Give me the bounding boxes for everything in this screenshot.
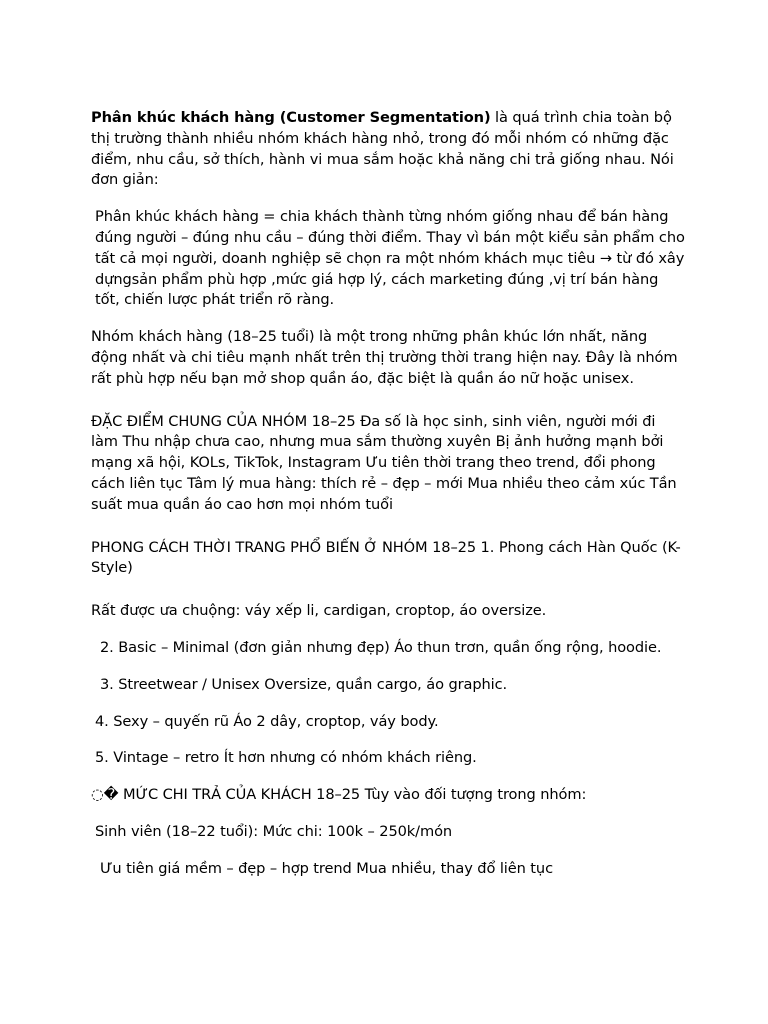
style-4-paragraph: 4. Sexy – quyến rũ Áo 2 dây, croptop, váy body.	[95, 712, 439, 730]
document-body	[91, 108, 686, 880]
intro-paragraph	[91, 108, 686, 191]
student-spending-paragraph: Sinh viên (18–22 tuổi): Mức chi: 100k – 250k/món	[95, 822, 453, 840]
style-2-paragraph: 2. Basic – Minimal (đơn giản nhưng đẹp) Áo thun trơn, quần ống rộng, hoodie.	[100, 638, 662, 656]
spending-heading: ◌� MỨC CHI TRẢ CỦA KHÁCH 18–25 Tùy vào đối tượng trong nhóm:	[91, 786, 587, 804]
styles-heading: PHONG CÁCH THỜI TRANG PHỔ BIẾN Ở NHÓM 18–25 1. Phong cách Hàn Quốc (K-Style)	[91, 538, 681, 577]
definition-paragraph: Phân khúc khách hàng = chia khách thành từng nhóm giống nhau để bán hàng đúng người – đúng nhu cầu – đúng thời điểm. Thay vì bán một kiểu sản phẩm cho tất cả mọi người, doanh nghiệp sẽ chọn ra một nhóm khách mục tiêu → từ đó xây dựngsản phẩm phù hợp ,mức giá hợp lý, cách marketing đúng ,vị trí bán hàng tốt, chiến lược phát triển rõ ràng.	[95, 208, 685, 309]
student-priority-paragraph: Ưu tiên giá mềm – đẹp – hợp trend Mua nhiều, thay đổ liên tục	[100, 859, 554, 877]
intro-text: là quá trình chia toàn bộ thị trường thành nhiều nhóm khách hàng nhỏ, trong đó mỗi nhóm có những đặc điểm, nhu cầu, sở thích, hành vi mua sắm hoặc khả năng chi trả giống nhau. Nói đơn giản:	[91, 109, 674, 189]
characteristics-paragraph: ĐẶC ĐIỂM CHUNG CỦA NHÓM 18–25 Đa số là học sinh, sinh viên, người mới đi làm Thu nhập chưa cao, nhưng mua sắm thường xuyên Bị ảnh hưởng mạnh bởi mạng xã hội, KOLs, TikTok, Instagram Ưu tiên thời trang theo trend, đổi phong cách liên tục Tâm lý mua hàng: thích rẻ – đẹp – mới Mua nhiều theo cảm xúc Tần suất mua quần áo cao hơn mọi nhóm tuổi	[91, 412, 677, 513]
style-5-paragraph: 5. Vintage – retro Ít hơn nhưng có nhóm khách riêng.	[95, 749, 477, 767]
target-group-paragraph: Nhóm khách hàng (18–25 tuổi) là một trong những phân khúc lớn nhất, năng động nhất và chi tiêu mạnh nhất trên thị trường thời trang hiện nay. Đây là nhóm rất phù hợp nếu bạn mở shop quần áo, đặc biệt là quần áo nữ hoặc unisex.	[91, 328, 678, 387]
intro-term: Phân khúc khách hàng (Customer Segmentation)	[91, 109, 491, 126]
style-3-paragraph: 3. Streetwear / Unisex Oversize, quần cargo, áo graphic.	[100, 675, 508, 693]
kstyle-paragraph: Rất được ưa chuộng: váy xếp li, cardigan, croptop, áo oversize.	[91, 602, 547, 620]
